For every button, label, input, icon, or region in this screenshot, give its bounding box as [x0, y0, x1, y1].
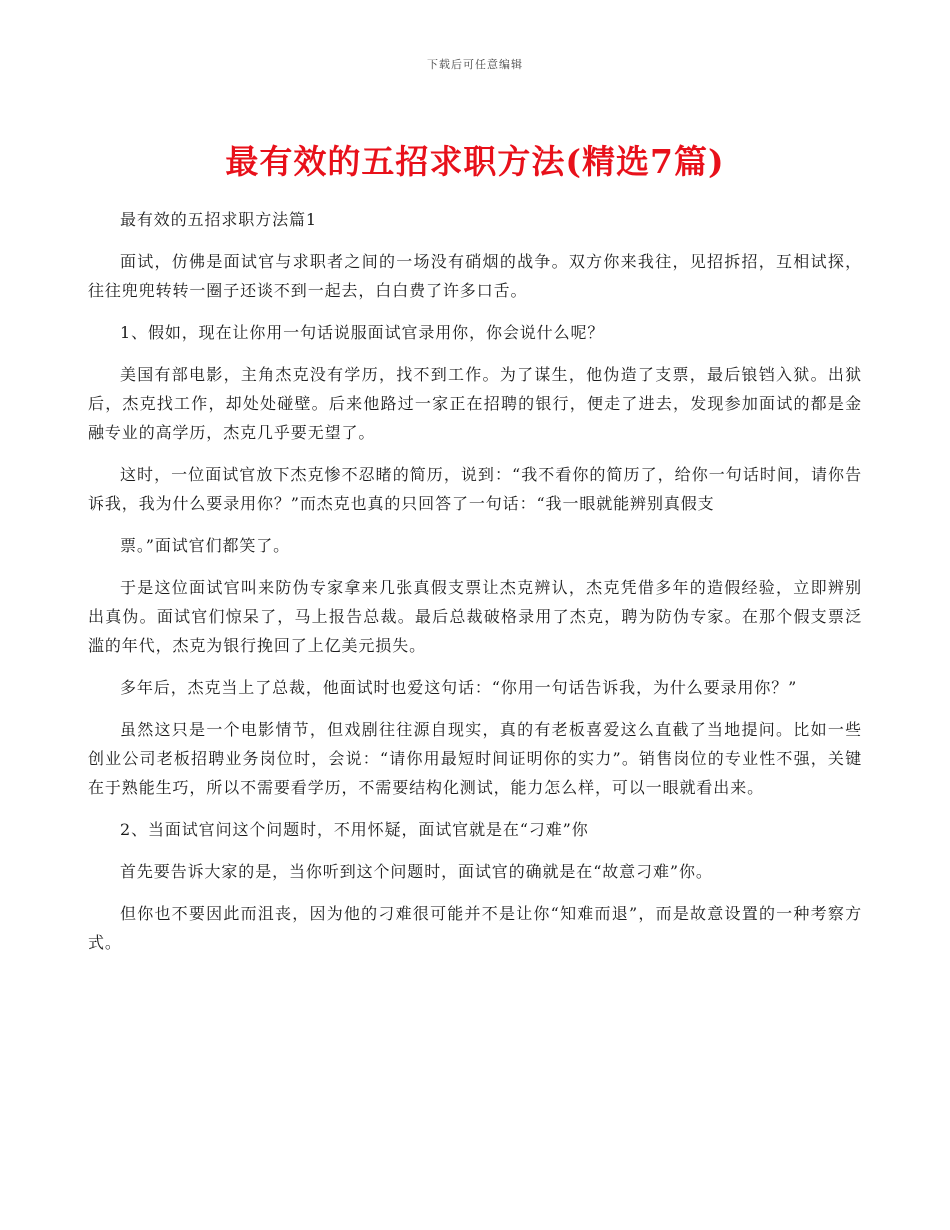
paragraph: 美国有部电影，主角杰克没有学历，找不到工作。为了谋生，他伪造了支票，最后锒铛入狱。出狱后，杰克找工作，却处处碰壁。后来他路过一家正在招聘的银行，便走了进去，发现参加面试的都是金融专业的高学历，杰克几乎要无望了。 — [88, 365, 862, 442]
paragraph-continuation: 票。”面试官们都笑了。 — [120, 536, 291, 555]
paragraph: 面试，仿佛是面试官与求职者之间的一场没有硝烟的战争。双方你来我往，见招拆招，互相试探，往往兜兜转转一圈子还谈不到一起去，白白费了许多口舌。 — [88, 252, 862, 300]
paragraph: 但你也不要因此而沮丧，因为他的刁难很可能并不是让你“知难而退”，而是故意设置的一种考察方式。 — [88, 904, 862, 952]
numbered-heading: 1、假如，现在让你用一句话说服面试官录用你，你会说什么呢？ — [120, 323, 605, 342]
document-title: 最有效的五招求职方法(精选7篇) — [225, 142, 725, 181]
paragraph: 这时，一位面试官放下杰克惨不忍睹的简历，说到：“我不看你的简历了，给你一句话时间，请你告诉我，我为什么要录用你？”而杰克也真的只回答了一句话：“我一眼就能辨别真假支 — [88, 465, 862, 513]
paragraph: 首先要告诉大家的是，当你听到这个问题时，面试官的确就是在“故意刁难”你。 — [120, 862, 713, 881]
section-heading: 最有效的五招求职方法篇1 — [120, 210, 317, 229]
numbered-heading: 2、当面试官问这个问题时，不用怀疑，面试官就是在“刁难”你 — [120, 820, 589, 839]
paragraph: 于是这位面试官叫来防伪专家拿来几张真假支票让杰克辨认，杰克凭借多年的造假经验，立即辨别出真伪。面试官们惊呆了，马上报告总裁。最后总裁破格录用了杰克，聘为防伪专家。在那个假支票泛滥的年代，杰克为银行挽回了上亿美元损失。 — [88, 578, 862, 655]
paragraph: 多年后，杰克当上了总裁，他面试时也爱这句话：“你用一句话告诉我，为什么要录用你？” — [120, 678, 798, 697]
paragraph: 虽然这只是一个电影情节，但戏剧往往源自现实，真的有老板喜爱这么直截了当地提问。比如一些创业公司老板招聘业务岗位时，会说：“请你用最短时间证明你的实力”。销售岗位的专业性不强，关键在于熟能生巧，所以不需要看学历，不需要结构化测试，能力怎么样，可以一眼就看出来。 — [88, 720, 862, 797]
page-header-note: 下载后可任意编辑 — [427, 58, 523, 71]
document-body — [88, 205, 862, 970]
